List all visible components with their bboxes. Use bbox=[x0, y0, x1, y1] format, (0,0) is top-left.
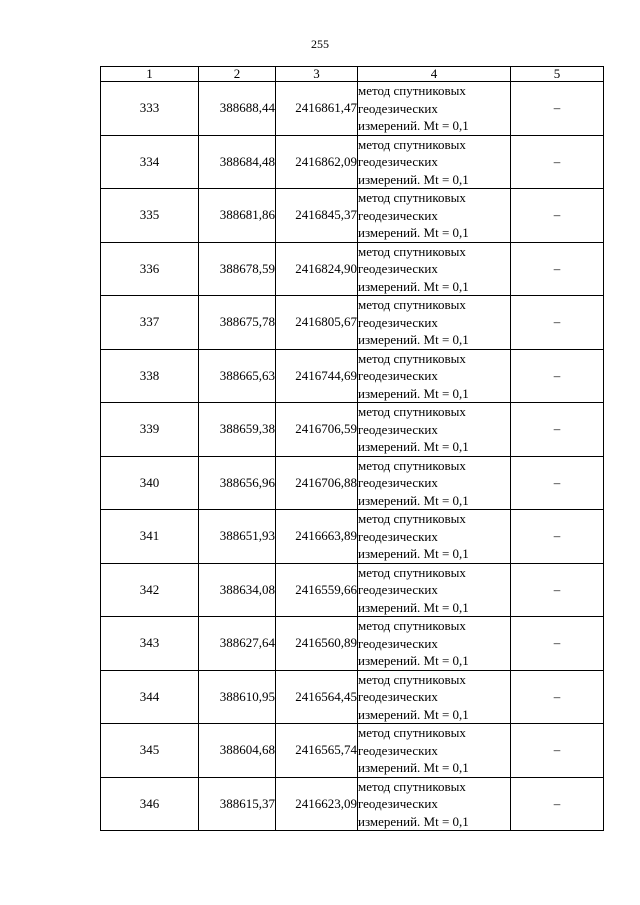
table-row bbox=[101, 135, 604, 189]
point-number-cell: 346 bbox=[101, 777, 199, 831]
method-line: геодезических bbox=[358, 475, 438, 490]
method-line: метод спутниковых bbox=[358, 190, 466, 205]
method-line: метод спутниковых bbox=[358, 457, 466, 473]
y-coordinate-cell: 2416744,69 bbox=[276, 349, 358, 403]
method-cell bbox=[358, 403, 511, 457]
method-line: метод спутниковых bbox=[358, 671, 466, 687]
method-cell bbox=[358, 777, 511, 831]
method-line: измерений. Mt = 0,1 bbox=[358, 385, 469, 401]
point-number-cell: 344 bbox=[101, 670, 199, 724]
note-cell: – bbox=[511, 349, 604, 403]
method-line: геодезических bbox=[358, 154, 438, 169]
point-number-cell: 337 bbox=[101, 296, 199, 350]
y-coordinate-cell: 2416559,66 bbox=[276, 563, 358, 617]
method-line: метод спутниковых bbox=[358, 404, 466, 419]
method-line: геодезических bbox=[358, 100, 438, 116]
point-number-cell: 345 bbox=[101, 724, 199, 778]
note-cell: – bbox=[511, 82, 604, 136]
table-row bbox=[101, 82, 604, 136]
method-line: геодезических bbox=[358, 207, 438, 223]
y-coordinate-cell: 2416706,88 bbox=[276, 456, 358, 510]
table-row bbox=[101, 777, 604, 831]
header-cell: 4 bbox=[358, 67, 511, 82]
y-coordinate-cell: 2416706,59 bbox=[276, 403, 358, 457]
method-line: измерений. Mt = 0,1 bbox=[358, 171, 469, 187]
note-cell: – bbox=[511, 510, 604, 564]
point-number-cell: 336 bbox=[101, 242, 199, 296]
table-row bbox=[101, 456, 604, 510]
point-number-cell: 342 bbox=[101, 563, 199, 617]
method-line: метод спутниковых bbox=[358, 725, 466, 740]
method-cell bbox=[358, 510, 511, 564]
method-cell bbox=[358, 349, 511, 403]
table-row bbox=[101, 296, 604, 350]
table-row bbox=[101, 617, 604, 671]
coordinates-table bbox=[100, 66, 604, 831]
method-line: геодезических bbox=[358, 582, 438, 597]
x-coordinate-cell: 388675,78 bbox=[199, 296, 276, 350]
method-line: метод спутниковых bbox=[358, 618, 466, 633]
table-row bbox=[101, 403, 604, 457]
header-cell: 2 bbox=[199, 67, 276, 82]
method-line: метод спутниковых bbox=[358, 350, 466, 366]
table-row bbox=[101, 670, 604, 724]
x-coordinate-cell: 388684,48 bbox=[199, 135, 276, 189]
method-line: измерений. Mt = 0,1 bbox=[358, 278, 469, 294]
method-line: геодезических bbox=[358, 635, 438, 651]
header-cell: 3 bbox=[276, 67, 358, 82]
y-coordinate-cell: 2416564,45 bbox=[276, 670, 358, 724]
method-line: измерений. Mt = 0,1 bbox=[358, 706, 469, 722]
table-row bbox=[101, 349, 604, 403]
x-coordinate-cell: 388656,96 bbox=[199, 456, 276, 510]
point-number-cell: 335 bbox=[101, 189, 199, 243]
method-line: метод спутниковых bbox=[358, 564, 466, 580]
note-cell: – bbox=[511, 563, 604, 617]
note-cell: – bbox=[511, 670, 604, 724]
method-cell bbox=[358, 670, 511, 724]
y-coordinate-cell: 2416623,09 bbox=[276, 777, 358, 831]
method-line: геодезических bbox=[358, 261, 438, 276]
point-number-cell: 334 bbox=[101, 135, 199, 189]
y-coordinate-cell: 2416663,89 bbox=[276, 510, 358, 564]
table-header-row bbox=[101, 67, 604, 82]
method-cell bbox=[358, 82, 511, 136]
x-coordinate-cell: 388615,37 bbox=[199, 777, 276, 831]
y-coordinate-cell: 2416805,67 bbox=[276, 296, 358, 350]
y-coordinate-cell: 2416824,90 bbox=[276, 242, 358, 296]
x-coordinate-cell: 388610,95 bbox=[199, 670, 276, 724]
method-line: метод спутниковых bbox=[358, 511, 466, 526]
method-cell bbox=[358, 617, 511, 671]
point-number-cell: 340 bbox=[101, 456, 199, 510]
method-cell bbox=[358, 724, 511, 778]
table-row bbox=[101, 563, 604, 617]
x-coordinate-cell: 388627,64 bbox=[199, 617, 276, 671]
note-cell: – bbox=[511, 777, 604, 831]
table-row bbox=[101, 724, 604, 778]
x-coordinate-cell: 388688,44 bbox=[199, 82, 276, 136]
method-cell bbox=[358, 456, 511, 510]
note-cell: – bbox=[511, 189, 604, 243]
point-number-cell: 339 bbox=[101, 403, 199, 457]
method-line: измерений. Mt = 0,1 bbox=[358, 118, 469, 133]
header-cell: 1 bbox=[101, 67, 199, 82]
x-coordinate-cell: 388651,93 bbox=[199, 510, 276, 564]
note-cell: – bbox=[511, 135, 604, 189]
method-line: измерений. Mt = 0,1 bbox=[358, 599, 469, 615]
x-coordinate-cell: 388634,08 bbox=[199, 563, 276, 617]
table-row bbox=[101, 189, 604, 243]
x-coordinate-cell: 388659,38 bbox=[199, 403, 276, 457]
y-coordinate-cell: 2416845,37 bbox=[276, 189, 358, 243]
method-line: геодезических bbox=[358, 421, 438, 437]
page-number: 255 bbox=[311, 37, 329, 51]
method-line: измерений. Mt = 0,1 bbox=[358, 760, 469, 775]
note-cell: – bbox=[511, 724, 604, 778]
method-line: измерений. Mt = 0,1 bbox=[358, 332, 469, 347]
method-line: метод спутниковых bbox=[358, 778, 466, 794]
table-row bbox=[101, 242, 604, 296]
note-cell: – bbox=[511, 242, 604, 296]
y-coordinate-cell: 2416560,89 bbox=[276, 617, 358, 671]
method-line: геодезических bbox=[358, 314, 438, 330]
x-coordinate-cell: 388665,63 bbox=[199, 349, 276, 403]
method-line: измерений. Mt = 0,1 bbox=[358, 546, 469, 561]
method-cell bbox=[358, 189, 511, 243]
method-line: измерений. Mt = 0,1 bbox=[358, 225, 469, 240]
point-number-cell: 333 bbox=[101, 82, 199, 136]
y-coordinate-cell: 2416862,09 bbox=[276, 135, 358, 189]
method-line: геодезических bbox=[358, 742, 438, 758]
x-coordinate-cell: 388681,86 bbox=[199, 189, 276, 243]
method-line: геодезических bbox=[358, 368, 438, 383]
method-line: метод спутниковых bbox=[358, 136, 466, 152]
method-line: измерений. Mt = 0,1 bbox=[358, 653, 469, 668]
method-cell bbox=[358, 242, 511, 296]
x-coordinate-cell: 388678,59 bbox=[199, 242, 276, 296]
point-number-cell: 338 bbox=[101, 349, 199, 403]
x-coordinate-cell: 388604,68 bbox=[199, 724, 276, 778]
note-cell: – bbox=[511, 403, 604, 457]
method-line: геодезических bbox=[358, 528, 438, 544]
method-line: геодезических bbox=[358, 689, 438, 704]
y-coordinate-cell: 2416861,47 bbox=[276, 82, 358, 136]
method-cell bbox=[358, 135, 511, 189]
note-cell: – bbox=[511, 296, 604, 350]
method-line: геодезических bbox=[358, 796, 438, 811]
method-line: метод спутниковых bbox=[358, 243, 466, 259]
method-cell bbox=[358, 296, 511, 350]
note-cell: – bbox=[511, 456, 604, 510]
note-cell: – bbox=[511, 617, 604, 671]
header-cell: 5 bbox=[511, 67, 604, 82]
method-line: измерений. Mt = 0,1 bbox=[358, 492, 469, 508]
method-line: измерений. Mt = 0,1 bbox=[358, 439, 469, 454]
method-line: измерений. Mt = 0,1 bbox=[358, 813, 469, 829]
method-line: метод спутниковых bbox=[358, 83, 466, 98]
point-number-cell: 341 bbox=[101, 510, 199, 564]
table-row bbox=[101, 510, 604, 564]
y-coordinate-cell: 2416565,74 bbox=[276, 724, 358, 778]
point-number-cell: 343 bbox=[101, 617, 199, 671]
method-line: метод спутниковых bbox=[358, 297, 466, 312]
method-cell bbox=[358, 563, 511, 617]
